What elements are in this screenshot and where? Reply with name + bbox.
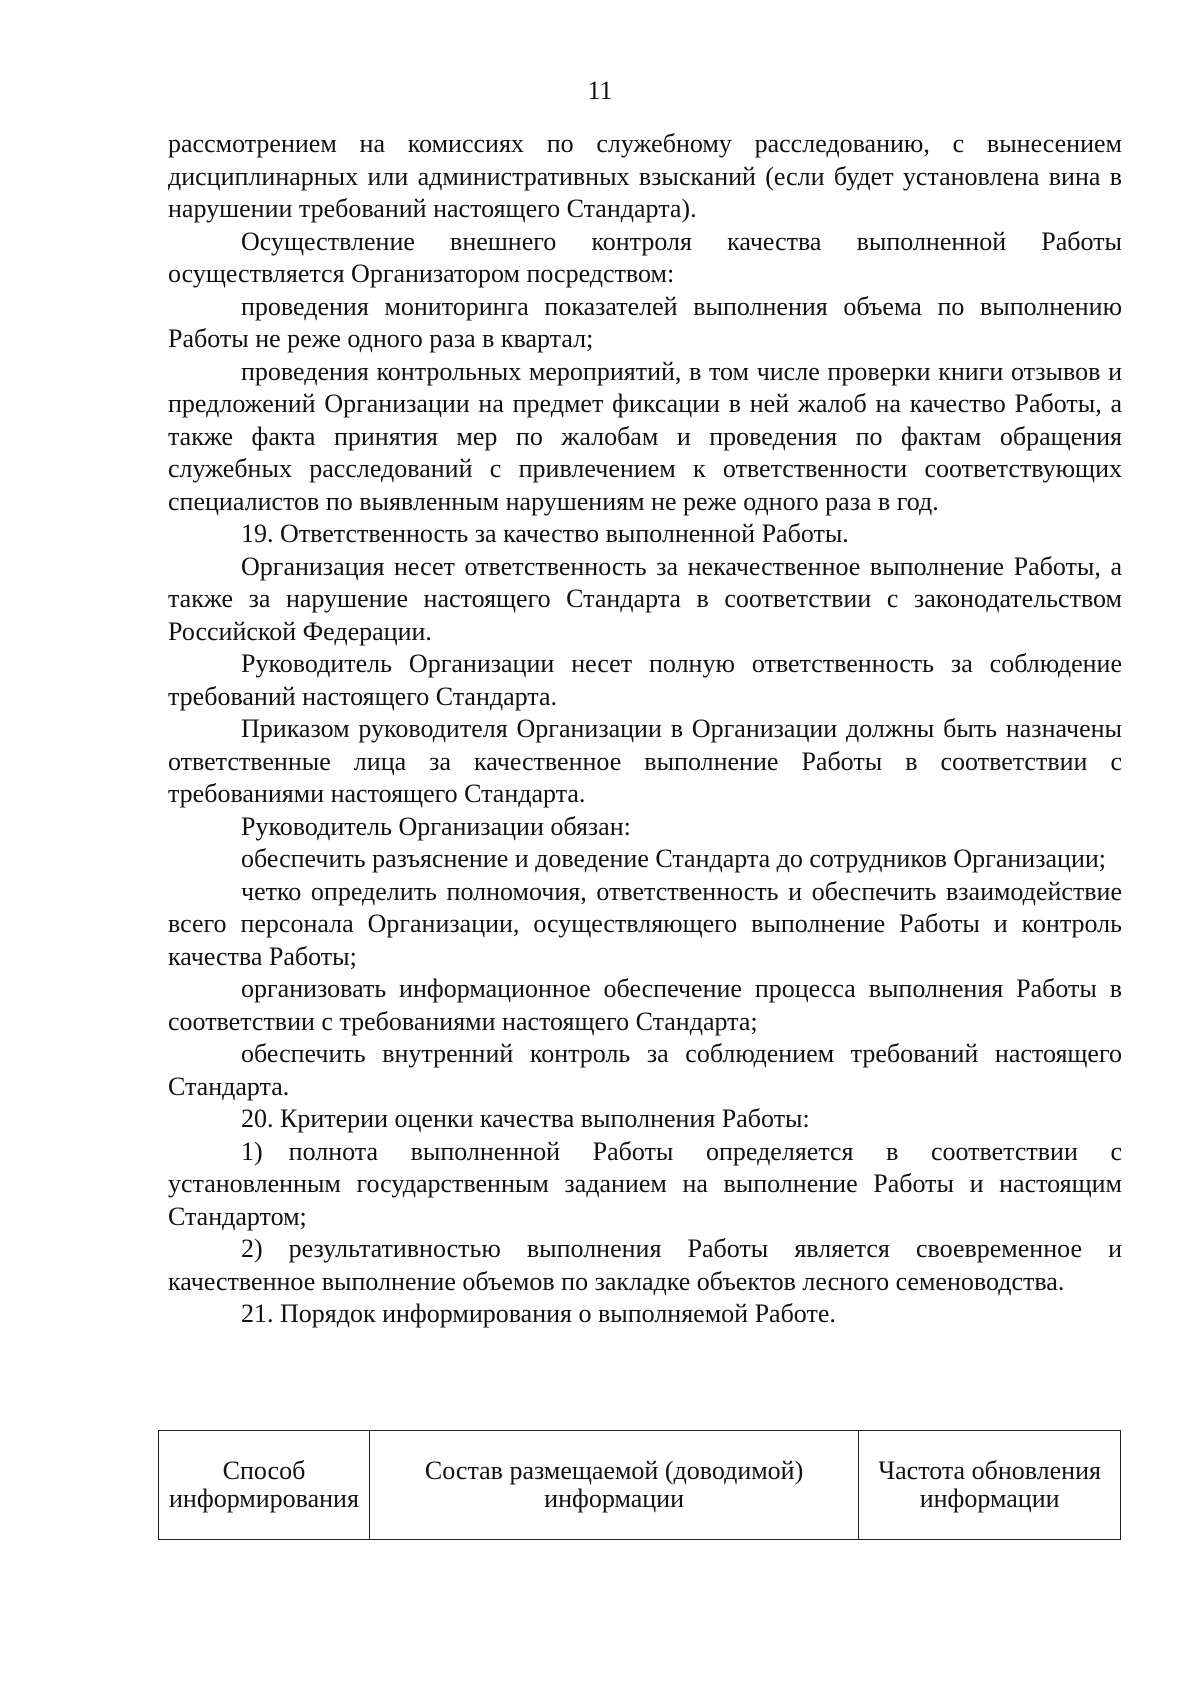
- header-method: Способ информирования: [159, 1431, 370, 1540]
- paragraph-head-liability: Руководитель Организации несет полную ответственность за соблюдение требований настоящего Стандарта.: [168, 649, 1122, 711]
- header-content: Состав размещаемой (доводимой) информации: [369, 1431, 858, 1540]
- criterion-2: 2) результативностью выполнения Работы является своевременное и качественное выполнение объемов по закладке объектов лесного семеноводства.: [168, 1234, 1122, 1296]
- section-21-heading: 21. Порядок информирования о выполняемой Работе.: [241, 1299, 836, 1328]
- paragraph-head-obliged: Руководитель Организации обязан:: [241, 811, 631, 841]
- paragraph-external-control: Осуществление внешнего контроля качества выполненной Работы осуществляется Организатором посредством:: [168, 226, 1122, 288]
- paragraph-organization-liability: Организация несет ответственность за некачественное выполнение Работы, а также за нарушение настоящего Стандарта в соответствии с законодательством Российской Федерации.: [168, 551, 1122, 646]
- section-19-heading: 19. Ответственность за качество выполненной Работы.: [241, 519, 849, 548]
- table-header-row: [159, 1431, 1121, 1540]
- paragraph-monitoring: проведения мониторинга показателей выполнения объема по выполнению Работы не реже одного раза в квартал;: [168, 291, 1122, 353]
- criterion-1: 1) полнота выполненной Работы определяется в соответствии с установленным государственным заданием на выполнение Работы и настоящим Стандартом;: [168, 1136, 1122, 1231]
- paragraph-internal-control: обеспечить внутренний контроль за соблюдением требований настоящего Стандарта.: [168, 1039, 1122, 1101]
- document-body: [168, 128, 1122, 1331]
- paragraph-explain-standard: обеспечить разъяснение и доведение Стандарта до сотрудников Организации;: [241, 844, 1106, 873]
- page-number: 11: [587, 76, 613, 105]
- section-20-heading: 20. Критерии оценки качества выполнения Работы:: [241, 1104, 810, 1133]
- paragraph-control-measures: проведения контрольных мероприятий, в том числе проверки книги отзывов и предложений Организации на предмет фиксации в ней жалоб на качество Работы, а также факта принятия мер по жалобам и проведения по фактам обращения служебных расследований с привлечением к ответственности соответствующих специалистов по выявленным нарушениям не реже одного раза в год.: [168, 356, 1122, 516]
- paragraph-information-support: организовать информационное обеспечение процесса выполнения Работы в соответствии с требованиями настоящего Стандарта;: [168, 974, 1122, 1036]
- paragraph-continuation: рассмотрением на комиссиях по служебному расследованию, с вынесением дисциплинарных или административных взысканий (если будет установлена вина в нарушении требований настоящего Стандарта).: [168, 129, 1122, 223]
- paragraph-define-powers: четко определить полномочия, ответственность и обеспечить взаимодействие всего персонала Организации, осуществляющего выполнение Работы и контроль качества Работы;: [168, 876, 1122, 971]
- paragraph-order-responsible: Приказом руководителя Организации в Организации должны быть назначены ответственные лица за качественное выполнение Работы в соответствии с требованиями настоящего Стандарта.: [168, 714, 1122, 808]
- header-frequency: Частота обновления информации: [859, 1431, 1121, 1540]
- information-table: [158, 1430, 1121, 1540]
